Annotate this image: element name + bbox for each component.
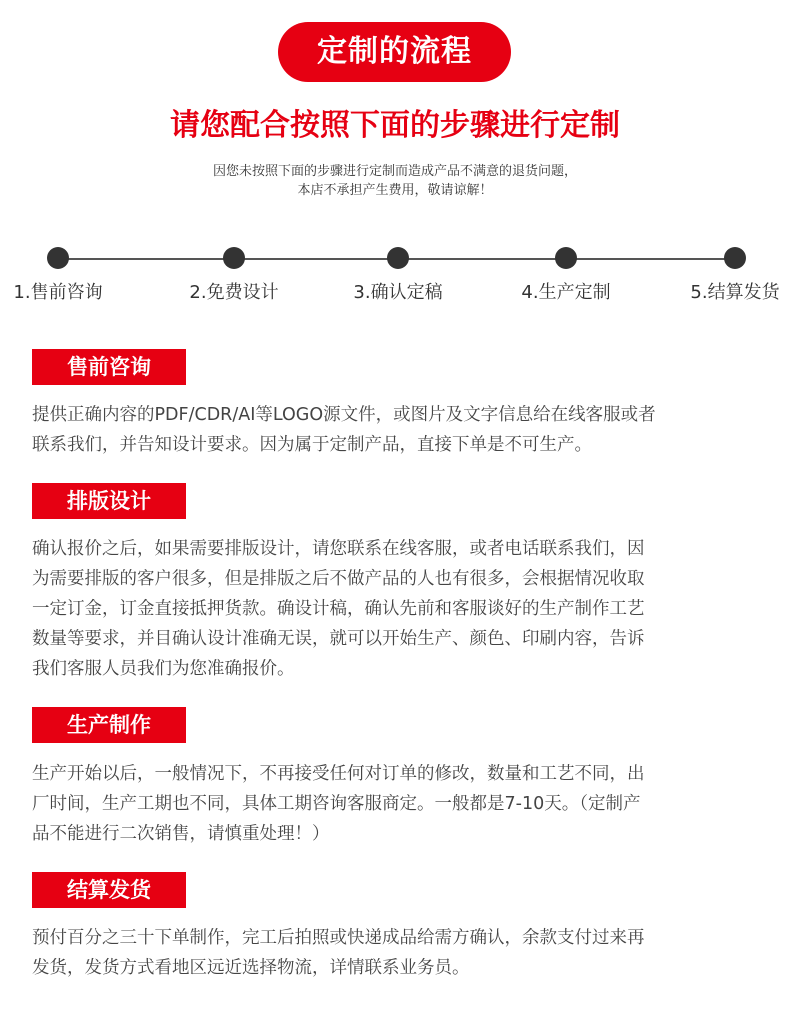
- timeline-dot: [223, 247, 245, 269]
- page-title: 定制的流程: [278, 22, 511, 82]
- section-line: 数量等要求，并目确认设计准确无误，就可以开始生产、颜色、印刷内容，告诉: [32, 629, 645, 649]
- timeline-step-label: 3.确认定稿: [353, 282, 443, 303]
- section-body-consult: [32, 400, 762, 460]
- section-heading-settlement: 结算发货: [32, 872, 186, 908]
- section-line: 提供正确内容的PDF/CDR/AI等LOGO源文件，或图片及文字信息给在线客服或者: [32, 405, 656, 425]
- section-body-layout: [32, 534, 762, 684]
- timeline-step-4: [486, 247, 646, 306]
- timeline-step-2: [154, 247, 314, 306]
- timeline-dot: [387, 247, 409, 269]
- section-line: 我们客服人员我们为您准确报价。: [32, 659, 295, 679]
- section-body-settlement: [32, 923, 762, 983]
- page-subtitle: 请您配合按照下面的步骤进行定制: [170, 108, 620, 143]
- section-line: 生产开始以后，一般情况下，不再接受任何对订单的修改，数量和工艺不同，出: [32, 764, 645, 784]
- section-line: 为需要排版的客户很多，但是排版之后不做产品的人也有很多，会根据情况收取: [32, 569, 645, 589]
- timeline-dot: [724, 247, 746, 269]
- section-line: 确认报价之后，如果需要排版设计，请您联系在线客服，或者电话联系我们，因: [32, 539, 645, 559]
- timeline-dot: [555, 247, 577, 269]
- notice-line-2: 本店不承担产生费用，敬请谅解！: [297, 183, 493, 198]
- timeline-step-label: 1.售前咨询: [13, 282, 103, 303]
- notice-line-1: 因您未按照下面的步骤进行定制而造成产品不满意的退货问题，: [212, 164, 577, 179]
- section-line: 预付百分之三十下单制作，完工后拍照或快递成品给需方确认，余款支付过来再: [32, 928, 645, 948]
- timeline-step-1: [0, 247, 138, 306]
- timeline-step-label: 4.生产定制: [521, 282, 611, 303]
- timeline-step-label: 2.免费设计: [189, 282, 279, 303]
- timeline-step-label: 5.结算发货: [690, 282, 780, 303]
- timeline-dot: [47, 247, 69, 269]
- timeline-step-3: [318, 247, 478, 306]
- section-line: 品不能进行二次销售，请慎重处理！）: [32, 824, 330, 844]
- section-line: 厂时间，生产工期也不同，具体工期咨询客服商定。一般都是7-10天。（定制产: [32, 794, 641, 814]
- section-heading-production: 生产制作: [32, 707, 186, 743]
- section-heading-consult: 售前咨询: [32, 349, 186, 385]
- section-heading-layout: 排版设计: [32, 483, 186, 519]
- section-line: 一定订金，订金直接抵押货款。确设计稿，确认先前和客服谈好的生产制作工艺: [32, 599, 645, 619]
- section-body-production: [32, 759, 762, 849]
- notice: [0, 162, 790, 200]
- timeline-step-5: [655, 247, 790, 306]
- section-line: 发货，发货方式看地区远近选择物流，详情联系业务员。: [32, 958, 470, 978]
- section-line: 联系我们，并告知设计要求。因为属于定制产品，直接下单是不可生产。: [32, 435, 592, 455]
